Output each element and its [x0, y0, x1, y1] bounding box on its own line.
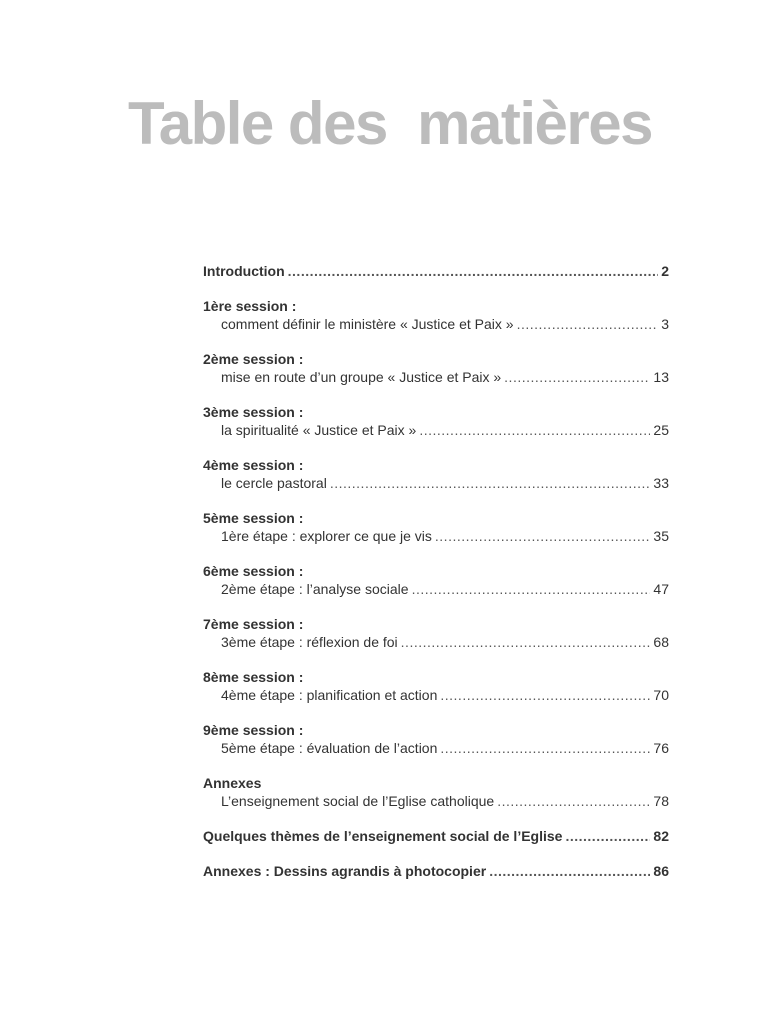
- toc-page-number: 33: [653, 475, 669, 491]
- dot-leader: [330, 474, 651, 492]
- toc-entry-annexes: [203, 774, 669, 810]
- toc-page-number: 76: [653, 740, 669, 756]
- dot-leader: [288, 262, 659, 280]
- toc-session-heading: 8ème session :: [203, 669, 304, 685]
- toc-session-heading: 7ème session :: [203, 616, 304, 632]
- dot-leader: [440, 739, 650, 757]
- toc-page-number: 25: [653, 422, 669, 438]
- toc-page-number: 47: [653, 581, 669, 597]
- toc-entry-title: 1ère étape : explorer ce que je vis: [221, 528, 432, 544]
- dot-leader: [497, 792, 650, 810]
- toc-entry-session-1: [203, 297, 669, 333]
- toc-line-session-3[interactable]: [203, 421, 669, 439]
- toc-entry-title: Quelques thèmes de l’enseignement social de l’Eglise: [203, 828, 563, 844]
- dot-leader: [440, 686, 650, 704]
- toc-page-number: 82: [653, 828, 669, 844]
- toc-session-heading: 9ème session :: [203, 722, 304, 738]
- toc-page-number: 78: [653, 793, 669, 809]
- dot-leader: [565, 827, 650, 845]
- dot-leader: [517, 315, 659, 333]
- toc-entry-title: 3ème étape : réflexion de foi: [221, 634, 398, 650]
- toc-line-session-4[interactable]: [203, 474, 669, 492]
- toc-entry-annexes-dessins: [203, 862, 669, 880]
- toc-line-session-5[interactable]: [203, 527, 669, 545]
- toc-page-number: 86: [653, 863, 669, 879]
- toc-entry-session-2: [203, 350, 669, 386]
- toc-line-themes[interactable]: [203, 827, 669, 845]
- toc-entry-introduction: [203, 262, 669, 280]
- dot-leader: [435, 527, 651, 545]
- toc-entry-title: 4ème étape : planification et action: [221, 687, 438, 703]
- toc-entry-themes: [203, 827, 669, 845]
- dot-leader: [412, 580, 651, 598]
- toc-entry-session-8: [203, 668, 669, 704]
- toc-page-number: 3: [661, 316, 669, 332]
- toc-line-introduction[interactable]: [203, 262, 669, 280]
- toc-page-number: 68: [653, 634, 669, 650]
- toc-session-heading: 5ème session :: [203, 510, 304, 526]
- toc-entry-title: 5ème étape : évaluation de l’action: [221, 740, 438, 756]
- toc-session-heading: 2ème session :: [203, 351, 304, 367]
- toc-page-number: 70: [653, 687, 669, 703]
- dot-leader: [504, 368, 650, 386]
- toc-entry-title: L’enseignement social de l’Eglise catholique: [221, 793, 495, 809]
- toc-entry-session-9: [203, 721, 669, 757]
- toc-line-session-9[interactable]: [203, 739, 669, 757]
- toc-entry-title: la spiritualité « Justice et Paix »: [221, 422, 417, 438]
- toc-entry-session-6: [203, 562, 669, 598]
- page-title: Table des matières: [128, 90, 652, 157]
- toc-entry-session-5: [203, 509, 669, 545]
- toc-entry-title: mise en route d’un groupe « Justice et Paix »: [221, 369, 502, 385]
- toc-page-number: 13: [653, 369, 669, 385]
- toc-line-session-6[interactable]: [203, 580, 669, 598]
- dot-leader: [419, 421, 650, 439]
- toc-line-annexes-dessins[interactable]: [203, 862, 669, 880]
- dot-leader: [401, 633, 651, 651]
- toc-session-heading: 6ème session :: [203, 563, 304, 579]
- toc-line-session-7[interactable]: [203, 633, 669, 651]
- toc-section-heading: Annexes: [203, 775, 262, 791]
- toc-entry-title: Annexes : Dessins agrandis à photocopier: [203, 863, 487, 879]
- toc-session-heading: 1ère session :: [203, 298, 297, 314]
- table-of-contents: [203, 262, 669, 897]
- toc-page-number: 2: [661, 263, 669, 279]
- toc-session-heading: 3ème session :: [203, 404, 304, 420]
- toc-entry-title: comment définir le ministère « Justice et Paix »: [221, 316, 514, 332]
- toc-entry-session-3: [203, 403, 669, 439]
- toc-entry-title: 2ème étape : l’analyse sociale: [221, 581, 409, 597]
- toc-entry-title: le cercle pastoral: [221, 475, 327, 491]
- toc-line-session-2[interactable]: [203, 368, 669, 386]
- toc-line-annexes[interactable]: [203, 792, 669, 810]
- dot-leader: [489, 862, 650, 880]
- toc-entry-session-7: [203, 615, 669, 651]
- toc-session-heading: 4ème session :: [203, 457, 304, 473]
- toc-entry-title: Introduction: [203, 263, 285, 279]
- toc-entry-session-4: [203, 456, 669, 492]
- toc-line-session-1[interactable]: [203, 315, 669, 333]
- toc-line-session-8[interactable]: [203, 686, 669, 704]
- toc-page-number: 35: [653, 528, 669, 544]
